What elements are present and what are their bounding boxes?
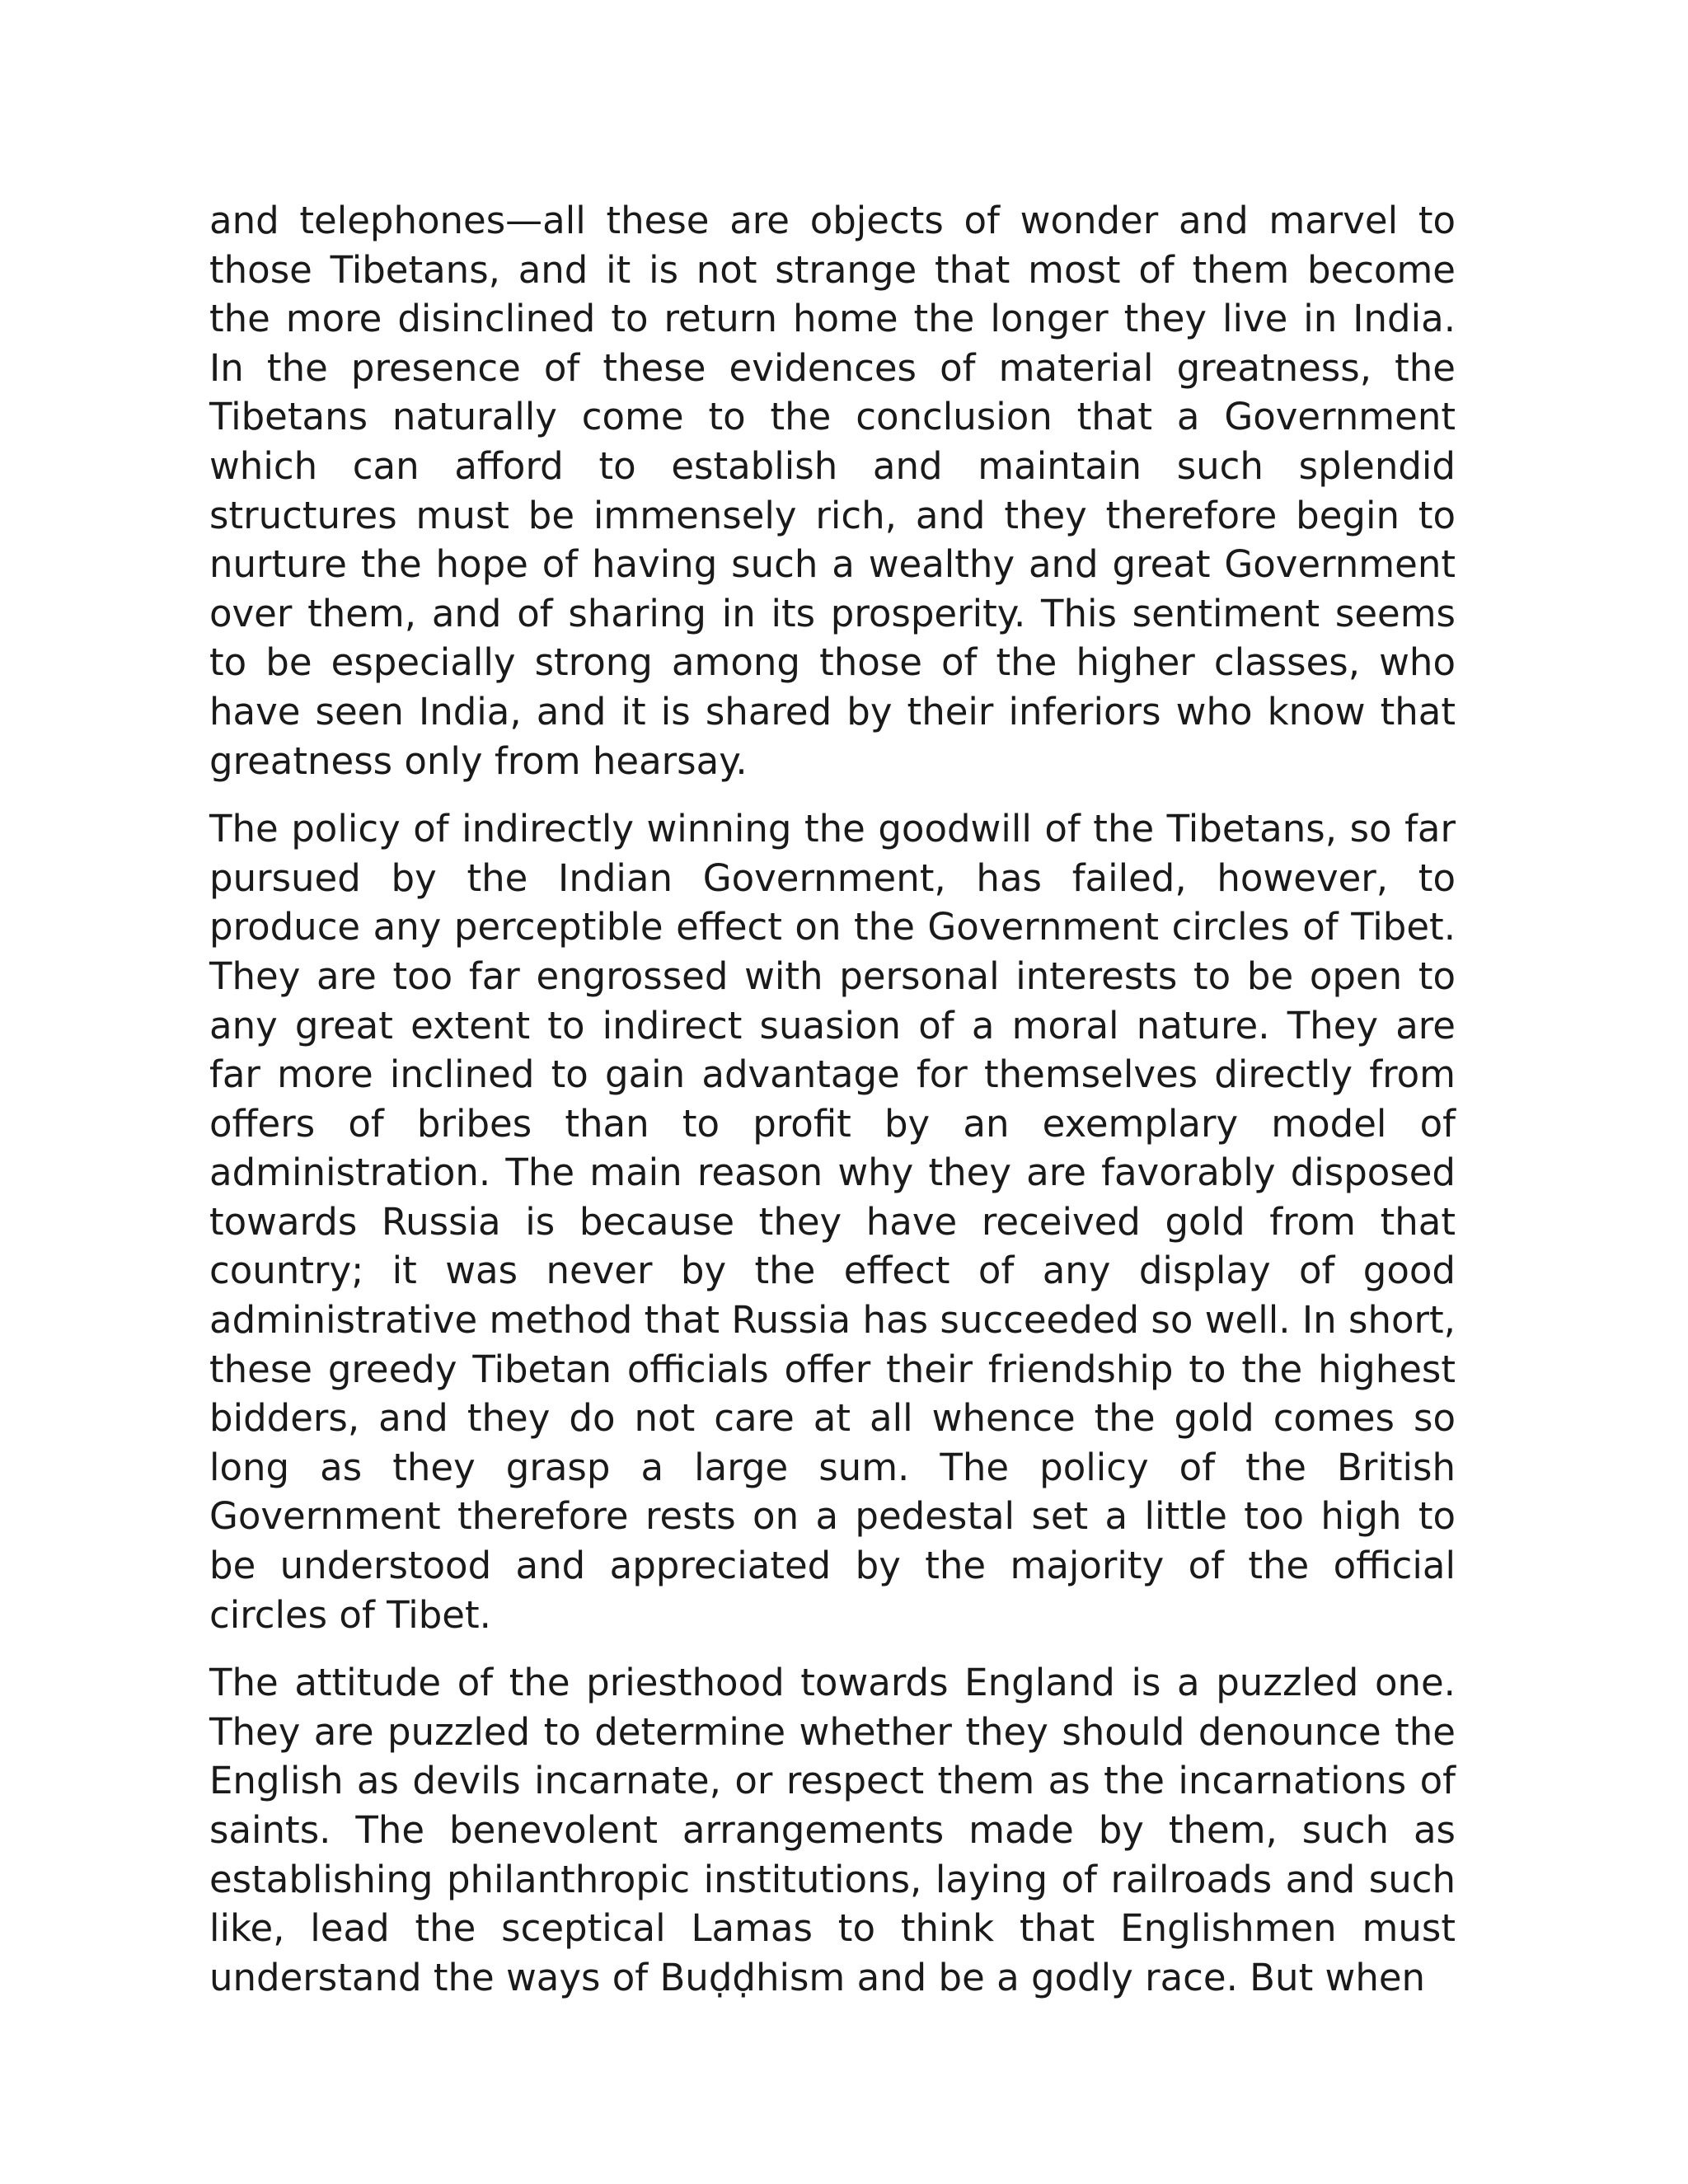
paragraph-1: and telephones—all these are objects of wonder and marvel to those Tibetans, and it is not strange that most of them become the more disinclined to return home the longer they live in India. In the presence of these evidences of material greatness, the Tibetans naturally come to the conclusion that a Government which can afford to establish and maintain such splendid structures must be immensely rich, and they therefore begin to nurture the hope of having such a wealthy and great Government over them, and of sharing in its prosperity. This sentiment seems to be especially strong among those of the higher classes, who have seen India, and it is shared by their inferiors who know that greatness only from hearsay. (209, 199, 1456, 783)
paragraph-2: The policy of indirectly winning the goodwill of the Tibetans, so far pursued by the Indian Government, has failed, however, to produce any perceptible effect on the Government circles of Tibet. They are too far engrossed with personal interests to be open to any great extent to indirect suasion of a moral nature. They are far more inclined to gain advantage for themselves directly from offers of bribes than to profit by an exemplary model of administration. The main reason why they are favorably disposed towards Russia is because they have received gold from that country; it was never by the effect of any display of good administrative method that Russia has succeeded so well. In short, these greedy Tibetan officials offer their friendship to the highest bidders, and they do not care at all whence the gold comes so long as they grasp a large sum. The policy of the British Government therefore rests on a pedestal set a little too high to be understood and appreciated by the majority of the official circles of Tibet. (209, 807, 1456, 1637)
body-text (209, 196, 1456, 2021)
paragraph-3: The attitude of the priesthood towards England is a puzzled one. They are puzzled to determine whether they should denounce the English as devils incarnate, or respect them as the incarnations of saints. The benevolent arrangements made by them, such as establishing philanthropic institutions, laying of railroads and such like, lead the sceptical Lamas to think that Englishmen must understand the ways of Buḍḍhism and be a godly race. But when (209, 1661, 1456, 1999)
